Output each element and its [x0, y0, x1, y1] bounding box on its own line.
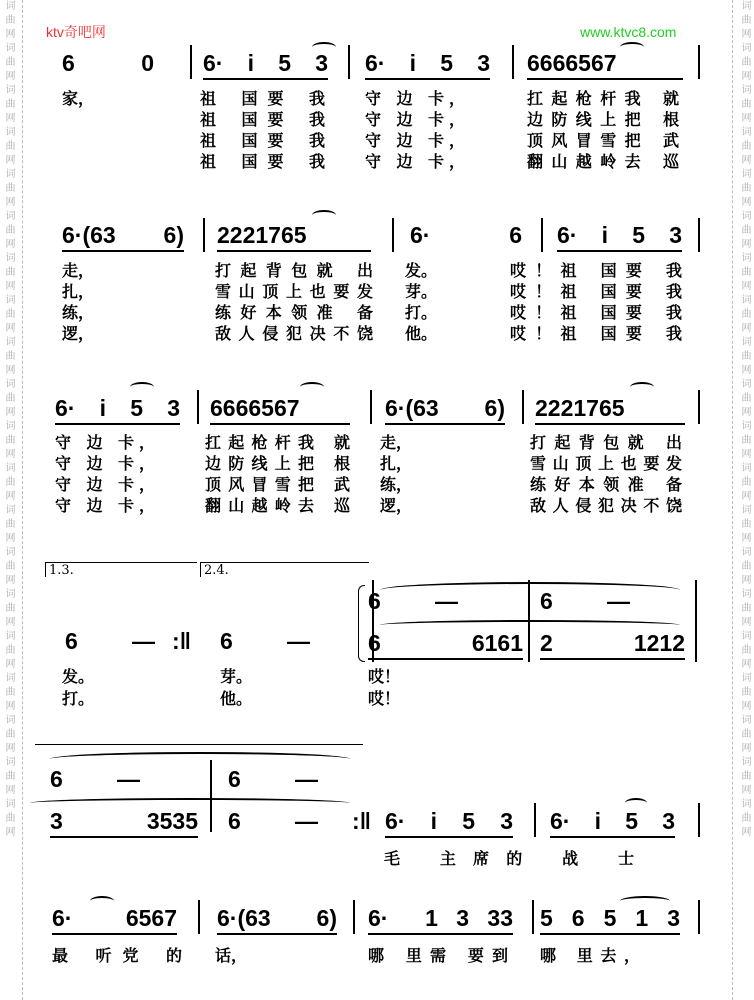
lyric: 扛起枪杆我 就 — [527, 89, 679, 108]
lyric: 翻山越岭去 巡 — [205, 496, 350, 515]
measure: 6· 1 3 33 — [368, 905, 513, 935]
lyric: 哎！ — [368, 689, 401, 708]
margin-line-left — [22, 0, 23, 1000]
measure: 6· i 5 3 — [55, 395, 180, 425]
lyric: 练， — [380, 475, 413, 494]
volta-line — [35, 744, 363, 745]
lyric: 逻， — [62, 324, 95, 343]
barline — [348, 45, 350, 79]
lyric: 他。 — [220, 689, 253, 708]
lyric: 祖 国要 我 — [200, 110, 325, 129]
measure: 6· i 5 3 — [557, 222, 682, 252]
lyric: 哎！ — [368, 667, 401, 686]
lyric: 守 边 卡， — [365, 110, 465, 129]
lyric: 最 听党 的 — [52, 946, 182, 965]
measure-upper: 6 — — [50, 766, 140, 792]
barline — [197, 390, 199, 424]
lyric: 发。 — [405, 261, 438, 280]
barline — [198, 900, 200, 934]
lyric: 扎， — [62, 282, 95, 301]
barline — [190, 45, 192, 79]
measure: 6666567 — [210, 395, 350, 425]
measure: 6 0 — [62, 50, 154, 76]
barline — [370, 390, 372, 424]
lyric: 守 边 卡， — [365, 89, 465, 108]
volta-1: 1.3. — [45, 562, 197, 577]
measure: 6· 6 — [410, 222, 522, 248]
lyric: 打。 — [405, 303, 438, 322]
barline — [210, 760, 212, 832]
lyric: 雪山顶上也要发 — [530, 454, 682, 473]
lyric: 哎！祖 国要 我 — [510, 324, 682, 343]
lyric: 走， — [62, 261, 95, 280]
lyric: 祖 国要 我 — [200, 152, 325, 171]
barline — [534, 803, 536, 837]
barline — [698, 390, 700, 424]
barline — [353, 900, 355, 934]
slur — [300, 382, 324, 392]
lyric: 打起背包就 出 — [215, 261, 373, 280]
lyric: 哎！祖 国要 我 — [510, 303, 682, 322]
measure-lower: 3 3535 — [50, 808, 198, 838]
lyric: 顶风冒雪把 武 — [205, 475, 350, 494]
barline — [698, 900, 700, 934]
measure: 6·(63 6) — [62, 222, 184, 252]
lyric: 守 边 卡， — [55, 496, 155, 515]
slur — [130, 382, 154, 392]
measure: 6·(63 6) — [385, 395, 505, 425]
tie — [50, 752, 350, 766]
lyric: 守 边 卡， — [55, 454, 155, 473]
measure: 6· i 5 3 — [203, 50, 328, 80]
measure: 6666567 — [527, 50, 683, 80]
lyric: 家， — [62, 89, 95, 108]
measure: 6 — — [65, 628, 155, 654]
lyric: 芽。 — [405, 282, 438, 301]
side-watermark-right: 词曲网词曲网词曲网词曲网词曲网词曲网词曲网词曲网词曲网词曲网词曲网词曲网词曲网词曲网词曲网词曲网词曲网词曲网词曲网词曲网 — [739, 0, 750, 840]
measure-lower: 6 — — [228, 808, 318, 834]
slur — [625, 798, 647, 808]
lyric: 翻山越岭去 巡 — [527, 152, 679, 171]
measure-lower: 6 6161 — [368, 630, 523, 660]
lyric: 扎， — [380, 454, 413, 473]
lyric: 练， — [62, 303, 95, 322]
barline — [512, 45, 514, 79]
lyric: 哎！祖 国要 我 — [510, 261, 682, 280]
slur — [630, 382, 654, 392]
tie — [30, 798, 350, 808]
barline — [522, 390, 524, 424]
measure-lower: 2 1212 — [540, 630, 685, 660]
barline — [532, 900, 534, 934]
measure: 6· 6567 — [52, 905, 177, 935]
brace — [358, 585, 365, 662]
lyric: 练好本领准 备 — [530, 475, 682, 494]
barline — [698, 45, 700, 79]
lyric: 芽。 — [220, 667, 253, 686]
watermark-url: www.ktvc8.com — [580, 24, 677, 40]
lyric: 敌人侵犯决不饶 — [215, 324, 373, 343]
lyric: 他。 — [405, 324, 438, 343]
lyric: 祖 国要 我 — [200, 131, 325, 150]
lyric: 走， — [380, 433, 413, 452]
lyric: 打起背包就 出 — [530, 433, 682, 452]
barline — [203, 218, 205, 252]
measure: 5 6 5 1 3 — [540, 905, 680, 935]
lyric: 边防线上把 根 — [527, 110, 679, 129]
barline — [695, 580, 697, 662]
lyric: 守 边 卡， — [55, 475, 155, 494]
watermark-ktv: ktv奇吧网 — [46, 24, 106, 40]
lyric: 敌人侵犯决不饶 — [530, 496, 682, 515]
measure: 6· i 5 3 — [385, 808, 513, 838]
barline — [698, 803, 700, 837]
slur — [312, 42, 336, 52]
lyric: 扛起枪杆我 就 — [205, 433, 350, 452]
slur — [312, 210, 336, 220]
lyric: 话， — [215, 946, 248, 965]
margin-line-right — [732, 0, 733, 1000]
measure-upper: 6 — — [228, 766, 318, 792]
tie — [380, 620, 680, 630]
lyric: 雪山顶上也要发 — [215, 282, 373, 301]
lyric: 守 边 卡， — [365, 131, 465, 150]
barline — [698, 218, 700, 252]
lyric: 哪 里去， — [540, 946, 640, 965]
lyric: 边防线上把 根 — [205, 454, 350, 473]
barline — [528, 580, 530, 662]
repeat-end: :‖ — [172, 628, 192, 654]
lyric: 逻， — [380, 496, 413, 515]
lyric: 守 边 卡， — [365, 152, 465, 171]
barline — [541, 218, 543, 252]
measure: 2221765 — [535, 395, 685, 425]
measure: 6· i 5 3 — [550, 808, 675, 838]
lyric: 守 边 卡， — [55, 433, 155, 452]
lyric: 哎！祖 国要 我 — [510, 282, 682, 301]
lyric: 发。 — [62, 667, 95, 686]
lyric: 祖 国要 我 — [200, 89, 325, 108]
lyric: 练好本领准 备 — [215, 303, 373, 322]
measure: 2221765 — [217, 222, 371, 252]
lyric: 打。 — [62, 689, 95, 708]
lyric: 顶风冒雪把 武 — [527, 131, 679, 150]
lyric: 哪 里需 要到 — [368, 946, 508, 965]
lyric: 毛 主席的 战 士 — [384, 849, 634, 868]
measure-upper: 6 — — [368, 588, 458, 614]
measure: 6 — — [220, 628, 310, 654]
measure: 6·(63 6) — [217, 905, 337, 935]
barline — [392, 218, 394, 252]
measure-upper: 6 — — [540, 588, 630, 614]
measure: 6· i 5 3 — [365, 50, 490, 80]
repeat-end: :‖ — [352, 808, 372, 834]
volta-2: 2.4. — [200, 562, 369, 577]
side-watermark-left: 词曲网词曲网词曲网词曲网词曲网词曲网词曲网词曲网词曲网词曲网词曲网词曲网词曲网词曲网词曲网词曲网词曲网词曲网词曲网词曲网 — [3, 0, 14, 840]
